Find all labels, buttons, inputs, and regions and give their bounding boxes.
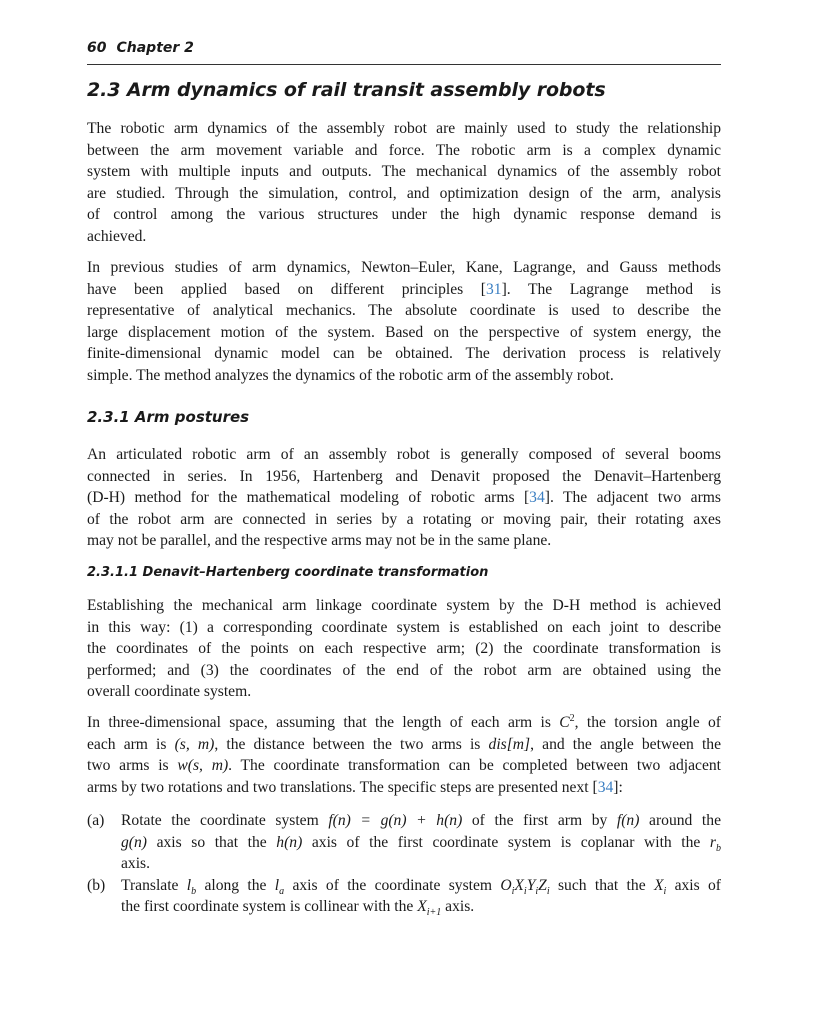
list-label: (a) <box>87 812 105 829</box>
text-line: performed; and (3) the coordinates of the end of the robot arm are obtained using the <box>87 661 721 679</box>
text-line: An articulated robotic arm of an assembly robot is generally composed of several booms <box>87 446 721 463</box>
text-line: of control among the various structures under the high dynamic response demand is <box>87 206 721 224</box>
chapter-label: Chapter 2 <box>116 40 194 56</box>
text-line: Translate $l_b$ along the $l_a$ axis of the coordinate system $O_iX_iY_iZ_i$ such that the $X_i$ axis of <box>121 876 721 897</box>
text-line: large displacement motion of the system. Based on the perspective of system energy, the <box>87 323 721 341</box>
paragraph-3 <box>87 444 721 552</box>
steps-list <box>87 810 721 918</box>
text-line: In previous studies of arm dynamics, Newton–Euler, Kane, Lagrange, and Gauss methods <box>87 259 721 276</box>
section-heading: 2.3 Arm dynamics of rail transit assembly robots <box>87 79 606 101</box>
subsubsection-heading: 2.3.1.1 Denavit–Hartenberg coordinate transformation <box>87 565 489 580</box>
text-line: connected in series. In 1956, Hartenberg and Denavit proposed the Denavit–Hartenberg <box>87 467 721 485</box>
text-line: g(n) axis so that the h(n) axis of the first coordinate system is coplanar with the $r_b$ <box>121 833 721 854</box>
citation-link[interactable]: 34 <box>529 489 545 507</box>
text-line: finite-dimensional dynamic model can be obtained. The derivation process is relatively <box>87 345 721 363</box>
text-line: may not be parallel, and the respective arms may not be in the same plane. <box>87 532 552 550</box>
paragraph-5 <box>87 712 721 798</box>
text-line: Establishing the mechanical arm linkage coordinate system by the D-H method is achieved <box>87 597 721 614</box>
text-line: have been applied based on different principles [31]. The Lagrange method is <box>87 280 721 298</box>
list-item <box>87 875 721 918</box>
text-line: the first coordinate system is collinear with the $X_{i+1}$ axis. <box>121 898 475 919</box>
text-line: overall coordinate system. <box>87 683 252 701</box>
text-line: axis. <box>121 855 151 873</box>
text-line: between the arm movement variable and force. The robotic arm is a complex dynamic <box>87 141 721 159</box>
header-rule <box>87 64 721 65</box>
text-line: each arm is (s, m), the distance between the two arms is dis[m], and the angle between the <box>87 735 721 753</box>
text-line: of the robot arm are connected in series by a rotating or moving pair, their rotating axes <box>87 510 721 528</box>
text-line: are studied. Through the simulation, control, and optimization design of the arm, analysis <box>87 184 721 202</box>
page-number: 60 <box>87 40 107 56</box>
list-item <box>87 810 721 875</box>
text-line: system with multiple inputs and outputs. The mechanical dynamics of the assembly robot <box>87 163 721 181</box>
text-line: The robotic arm dynamics of the assembly robot are mainly used to study the relationship <box>87 120 721 137</box>
text-line: the coordinates of the points on each respective arm; (2) the coordinate transformation is <box>87 640 721 658</box>
subsection-heading: 2.3.1 Arm postures <box>87 408 250 426</box>
text-line: in this way: (1) a corresponding coordinate system is established on each joint to describe <box>87 618 721 636</box>
paragraph-4 <box>87 595 721 703</box>
text-line: (D-H) method for the mathematical modeling of robotic arms [34]. The adjacent two arms <box>87 489 721 507</box>
list-label: (b) <box>87 876 106 894</box>
citation-link[interactable]: 31 <box>485 280 502 298</box>
running-head <box>87 40 194 56</box>
paragraph-2 <box>87 257 721 387</box>
text-line: two arms is w(s, m). The coordinate transformation can be completed between two adjacent <box>87 757 721 775</box>
text-line: simple. The method analyzes the dynamics of the robotic arm of the assembly robot. <box>87 366 614 384</box>
paragraph-1 <box>87 118 721 248</box>
text-line: In three-dimensional space, assuming that the length of each arm is $C^2$, the torsion angle of <box>87 712 721 731</box>
text-line: achieved. <box>87 227 147 245</box>
text-line: Rotate the coordinate system f(n) = g(n) + h(n) of the first arm by f(n) around the <box>121 812 721 829</box>
text-line: arms by two rotations and two translations. The specific steps are presented next [34]: <box>87 778 623 796</box>
citation-link[interactable]: 34 <box>597 778 614 796</box>
text-line: representative of analytical mechanics. The absolute coordinate is used to describe the <box>87 302 721 320</box>
